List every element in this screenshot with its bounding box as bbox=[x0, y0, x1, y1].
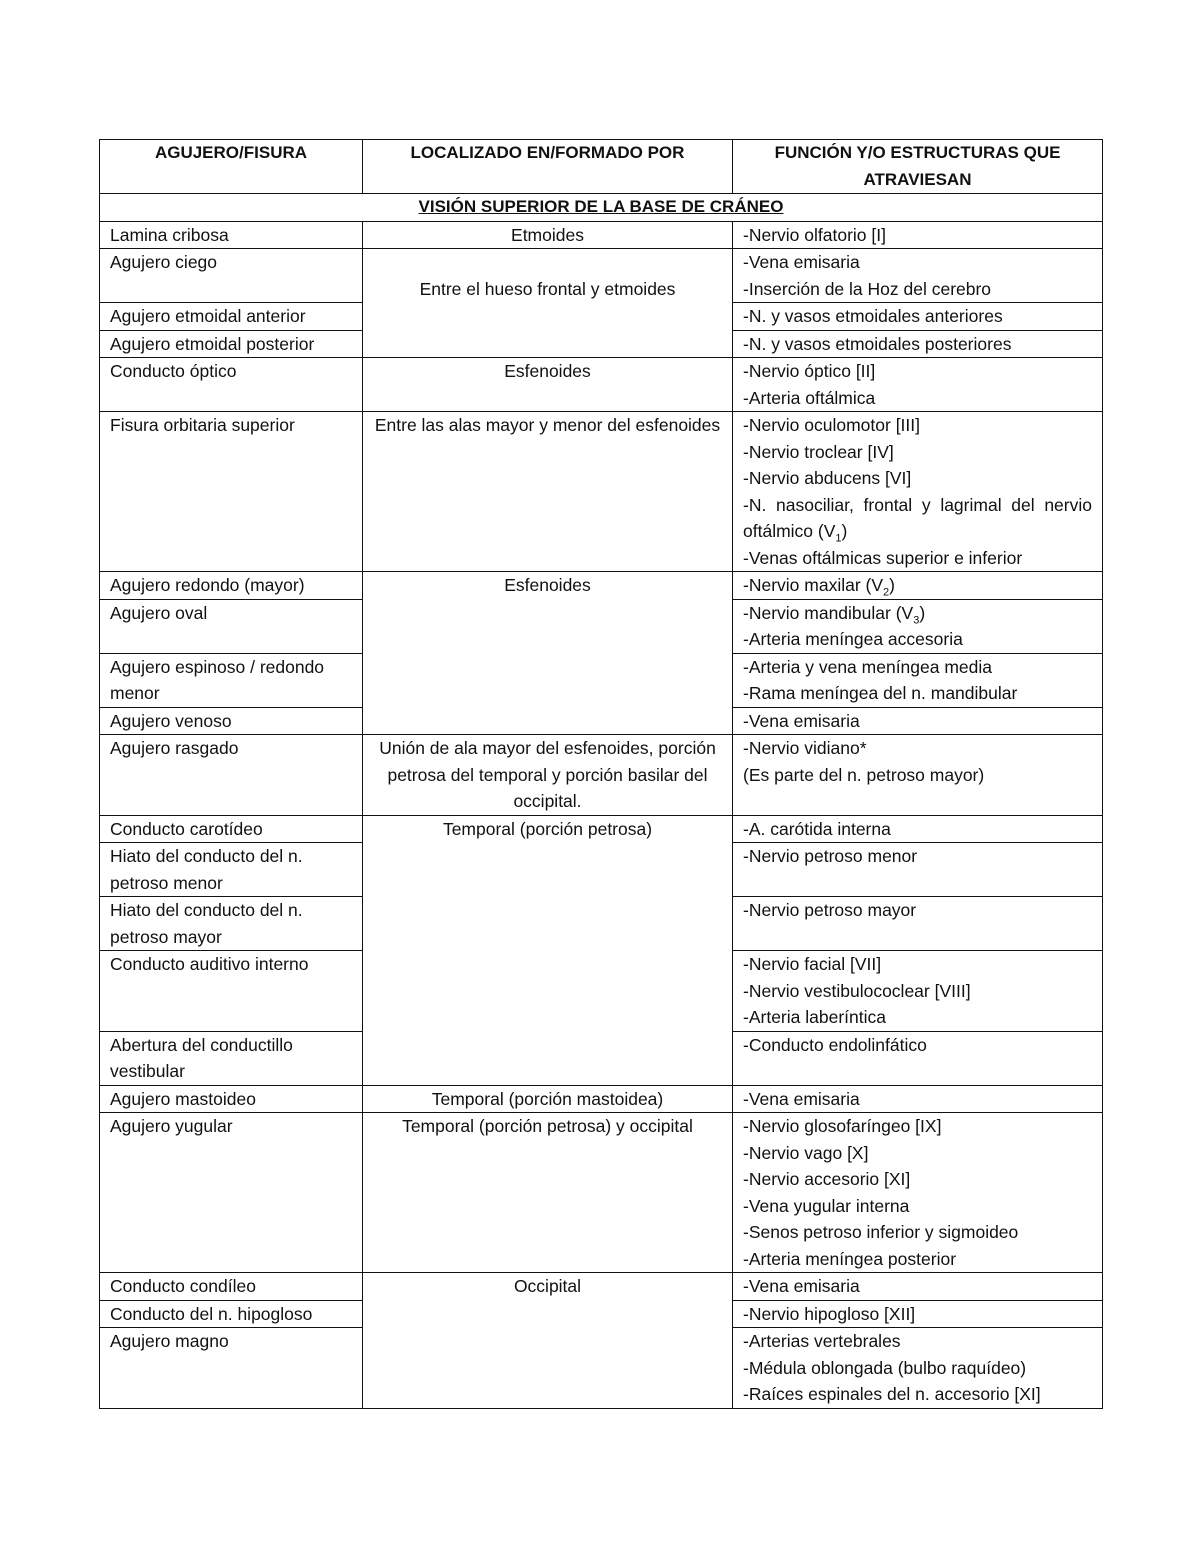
foramen-functions: -Vena emisaria bbox=[733, 707, 1103, 735]
table-row bbox=[100, 815, 1103, 843]
table-row bbox=[100, 1113, 1103, 1273]
foramen-location: Temporal (porción petrosa) y occipital bbox=[363, 1113, 733, 1273]
foramen-functions: -Nervio glosofaríngeo [IX] -Nervio vago [X] -Nervio accesorio [XI] -Vena yugular interna -Senos petroso inferior y sigmoideo -Arteria meníngea posterior bbox=[733, 1113, 1103, 1273]
foramen-name: Agujero rasgado bbox=[100, 735, 363, 816]
foramen-functions: -Nervio oculomotor [III] -Nervio troclear [IV] -Nervio abducens [VI] -N. nasociliar, frontal y lagrimal del nervio oftálmico $(V_1)$ -Venas oftálmicas superior e inferior bbox=[733, 412, 1103, 572]
foramen-location: Temporal (porción petrosa) bbox=[363, 815, 733, 1085]
foramen-name: Agujero mastoideo bbox=[100, 1085, 363, 1113]
header-row bbox=[100, 140, 1103, 194]
foramen-name: Fisura orbitaria superior bbox=[100, 412, 363, 572]
foramen-functions: -Nervio hipogloso [XII] bbox=[733, 1300, 1103, 1328]
foramen-location: Entre las alas mayor y menor del esfenoides bbox=[363, 412, 733, 572]
foramen-functions: -Conducto endolinfático bbox=[733, 1031, 1103, 1085]
foramen-location: Etmoides bbox=[363, 221, 733, 249]
foramen-functions: -Vena emisaria bbox=[733, 1085, 1103, 1113]
foramen-name: Conducto óptico bbox=[100, 358, 363, 412]
foramen-functions: -A. carótida interna bbox=[733, 815, 1103, 843]
foramen-name: Conducto auditivo interno bbox=[100, 951, 363, 1032]
table-row bbox=[100, 358, 1103, 412]
table-row bbox=[100, 1085, 1103, 1113]
foramen-functions: -Nervio mandibular $(V_3)$ -Arteria meníngea accesoria bbox=[733, 599, 1103, 653]
header-funcion: FUNCIÓN Y/O ESTRUCTURAS QUE ATRAVIESAN bbox=[733, 140, 1103, 194]
foramen-functions: -Nervio petroso mayor bbox=[733, 897, 1103, 951]
foramen-functions: -N. y vasos etmoidales posteriores bbox=[733, 330, 1103, 358]
header-localizado: LOCALIZADO EN/FORMADO POR bbox=[363, 140, 733, 194]
foramen-name: Hiato del conducto del n. petroso menor bbox=[100, 843, 363, 897]
foramen-functions: -Nervio petroso menor bbox=[733, 843, 1103, 897]
foramina-table bbox=[99, 139, 1103, 1409]
table-row bbox=[100, 221, 1103, 249]
foramen-location: Esfenoides bbox=[363, 572, 733, 735]
foramen-name: Abertura del conductillo vestibular bbox=[100, 1031, 363, 1085]
foramen-name: Agujero ciego bbox=[100, 249, 363, 303]
foramen-name: Agujero venoso bbox=[100, 707, 363, 735]
section-title: VISIÓN SUPERIOR DE LA BASE DE CRÁNEO bbox=[100, 194, 1103, 222]
table-row bbox=[100, 412, 1103, 572]
foramen-location: Occipital bbox=[363, 1273, 733, 1409]
foramen-name: Conducto carotídeo bbox=[100, 815, 363, 843]
foramen-functions: -Nervio facial [VII] -Nervio vestibulococlear [VIII] -Arteria laberíntica bbox=[733, 951, 1103, 1032]
foramen-name: Agujero etmoidal posterior bbox=[100, 330, 363, 358]
table-row bbox=[100, 249, 1103, 303]
foramen-name: Conducto condíleo bbox=[100, 1273, 363, 1301]
foramen-functions: -Nervio óptico [II] -Arteria oftálmica bbox=[733, 358, 1103, 412]
foramen-name: Agujero yugular bbox=[100, 1113, 363, 1273]
foramen-functions: -Nervio olfatorio [I] bbox=[733, 221, 1103, 249]
foramen-location: Unión de ala mayor del esfenoides, porción petrosa del temporal y porción basilar del occipital. bbox=[363, 735, 733, 816]
foramen-location: Temporal (porción mastoidea) bbox=[363, 1085, 733, 1113]
foramen-functions: -Vena emisaria bbox=[733, 1273, 1103, 1301]
foramen-name: Lamina cribosa bbox=[100, 221, 363, 249]
foramen-name: Hiato del conducto del n. petroso mayor bbox=[100, 897, 363, 951]
foramen-name: Agujero etmoidal anterior bbox=[100, 303, 363, 331]
table-row bbox=[100, 1273, 1103, 1301]
foramen-functions: -Arterias vertebrales -Médula oblongada (bulbo raquídeo) -Raíces espinales del n. accesorio [XI] bbox=[733, 1328, 1103, 1409]
foramen-functions: -Vena emisaria -Inserción de la Hoz del cerebro bbox=[733, 249, 1103, 303]
foramen-functions: -Nervio maxilar $(V_2)$ bbox=[733, 572, 1103, 600]
foramen-name: Agujero magno bbox=[100, 1328, 363, 1409]
header-agujero: AGUJERO/FISURA bbox=[100, 140, 363, 194]
table-row bbox=[100, 735, 1103, 816]
foramen-functions: -Nervio vidiano* (Es parte del n. petroso mayor) bbox=[733, 735, 1103, 816]
section-row bbox=[100, 194, 1103, 222]
foramen-location: Esfenoides bbox=[363, 358, 733, 412]
foramen-functions: -Arteria y vena meníngea media -Rama meníngea del n. mandibular bbox=[733, 653, 1103, 707]
foramen-location: Entre el hueso frontal y etmoides bbox=[363, 249, 733, 358]
foramen-name: Conducto del n. hipogloso bbox=[100, 1300, 363, 1328]
foramen-name: Agujero espinoso / redondo menor bbox=[100, 653, 363, 707]
foramen-name: Agujero oval bbox=[100, 599, 363, 653]
foramen-functions: -N. y vasos etmoidales anteriores bbox=[733, 303, 1103, 331]
foramen-name: Agujero redondo (mayor) bbox=[100, 572, 363, 600]
table-row bbox=[100, 572, 1103, 600]
